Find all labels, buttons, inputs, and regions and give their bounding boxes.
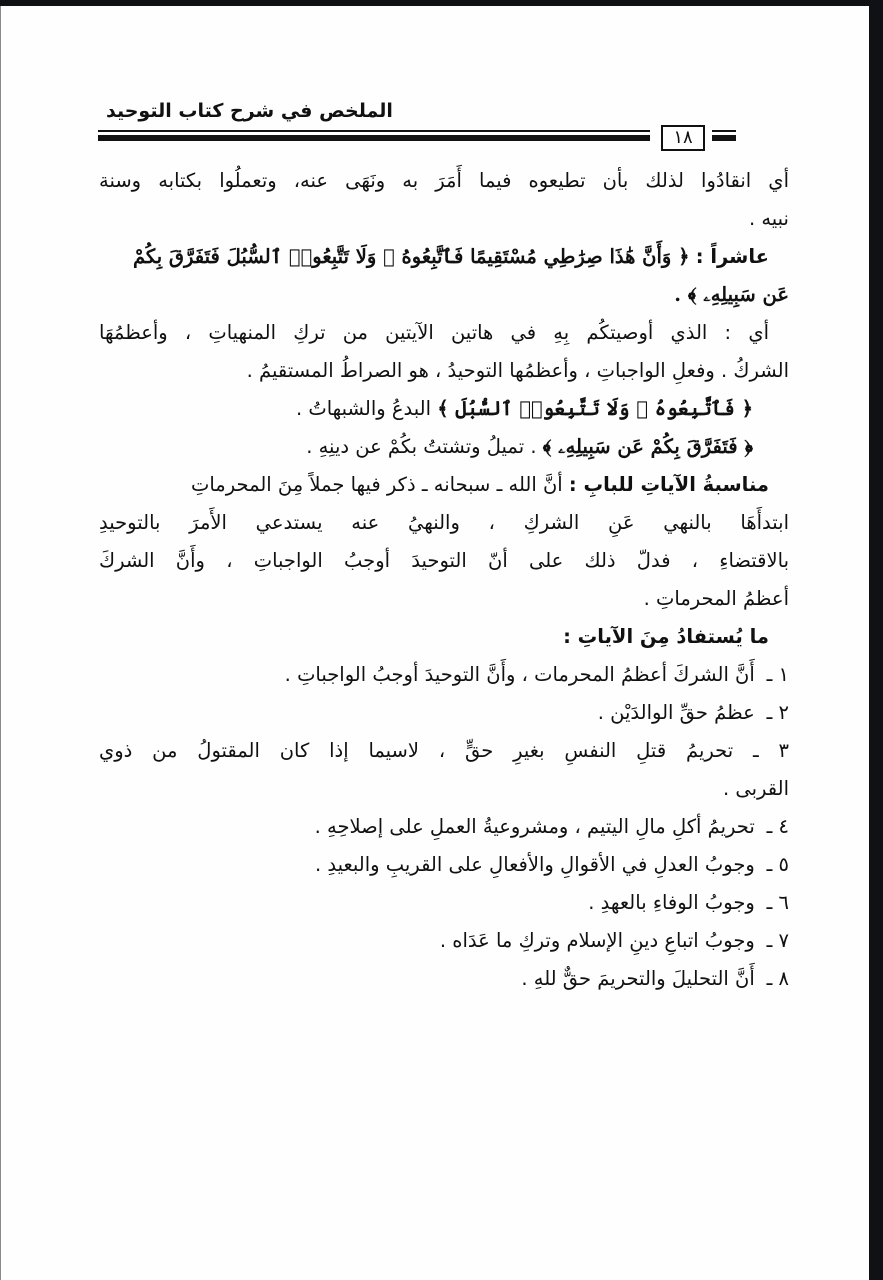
benefit-text: تحريمُ أكلِ مالِ اليتيم ، ومشروعيةُ العملِ على إصلاحِهِ . <box>314 815 755 838</box>
benefit-continuation: القربى . <box>722 777 789 800</box>
benefit-item <box>99 884 789 922</box>
book-page <box>0 6 869 1280</box>
quran-verse: ﴿ فَتَفَرَّقَ بِكُمْ عَن سَبِيلِهِۦ ﴾ <box>542 435 753 458</box>
page-number: ١٨ <box>661 125 705 151</box>
relevance-text: أنَّ الله ـ سبحانه ـ ذكر فيها جملاً مِنَ المحرماتِ <box>191 473 563 496</box>
page-body <box>99 162 789 998</box>
benefit-text: وجوبُ الوفاءِ بالعهدِ . <box>588 891 755 914</box>
gloss-text: البدعُ والشبهاتُ . <box>295 397 432 420</box>
relevance-line <box>99 466 789 504</box>
benefit-item <box>99 732 789 770</box>
quran-verse: ﴿ فَٱتَّبِعُوهُ ۖ وَلَا تَتَّبِعُوا۟ ٱلسُّبُلَ ﴾ <box>437 397 753 420</box>
benefit-number: ٨ ـ <box>766 967 789 990</box>
benefit-text: أَنَّ التحليلَ والتحريمَ حقٌّ للهِ . <box>521 967 755 990</box>
paragraph-line: أي انقادُوا لذلك بأن تطيعوه فيما أَمَرَ به ونَهَى عنه، وتعملُوا بكتابه وسنة <box>99 169 789 192</box>
benefit-number: ٦ ـ <box>766 891 789 914</box>
benefit-number: ٢ ـ <box>766 701 789 724</box>
benefits-heading: ما يُستفادُ مِنَ الآياتِ : <box>563 625 769 648</box>
header-rule-short-thin <box>712 130 736 132</box>
paragraph-line: بالاقتضاءِ ، فدلّ ذلك على أنّ التوحيدَ أوجبُ الواجباتِ ، وأَنَّ الشركَ <box>99 549 789 572</box>
paragraph-line: أي : الذي أوصيتكُم بِهِ في هاتين الآيتين من تركِ المنهياتِ ، وأعظمُهَا <box>99 321 769 344</box>
gloss-line <box>99 390 789 428</box>
gloss-text: . تميلُ وتشتتُ بكُمْ عن دينِهِ . <box>306 435 537 458</box>
benefit-item <box>99 846 789 884</box>
running-title: الملخص في شرح كتاب التوحيد <box>106 100 393 122</box>
benefit-item <box>99 960 789 998</box>
gloss-line <box>99 428 789 466</box>
paragraph-line: أعظمُ المحرماتِ . <box>643 587 789 610</box>
paragraph-line: الشركُ . وفعلِ الواجباتِ ، وأعظمُها التوحيدُ ، هو الصراطُ المستقيمُ . <box>246 359 789 382</box>
header-rule-thick <box>98 135 650 141</box>
benefit-text: وجوبُ اتباعِ دينِ الإسلام وتركِ ما عَدَاه . <box>439 929 755 952</box>
benefit-text: عظمُ حقِّ الوالدَيْن . <box>597 701 755 724</box>
paragraph-line: ابتدأَهَا بالنهي عَنِ الشركِ ، والنهيُ عنه يستدعي الأَمرَ بالتوحيدِ <box>99 511 789 534</box>
header-rule-thin <box>98 130 650 132</box>
benefit-item <box>99 922 789 960</box>
paragraph-line: نبيه . <box>748 207 789 230</box>
benefit-number: ١ ـ <box>766 663 789 686</box>
benefit-number: ٥ ـ <box>766 853 789 876</box>
benefit-text: تحريمُ قتلِ النفسِ بغيرِ حقٍّ ، لاسيما إذا كان المقتولُ من ذوي <box>99 739 734 762</box>
relevance-label: مناسبةُ الآياتِ للبابِ : <box>568 473 769 496</box>
benefit-number: ٤ ـ <box>766 815 789 838</box>
benefit-item <box>99 808 789 846</box>
tenth-label: عاشراً : <box>695 245 769 268</box>
benefit-item <box>99 656 789 694</box>
page-header <box>98 98 762 158</box>
quran-verse: ﴿ وَأَنَّ هَٰذَا صِرَٰطِي مُسْتَقِيمًا فَٱتَّبِعُوهُ ۖ وَلَا تَتَّبِعُوا۟ ٱلسُّبُلَ فَتَفَرَّقَ بِكُمْ <box>132 245 690 268</box>
tenth-verse-line <box>99 238 789 276</box>
benefit-number: ٧ ـ <box>766 929 789 952</box>
benefit-text: أَنَّ الشركَ أعظمُ المحرمات ، وأَنَّ التوحيدَ أوجبُ الواجباتِ . <box>284 663 755 686</box>
benefit-text: وجوبُ العدلِ في الأقوالِ والأفعالِ على القريبِ والبعيدِ . <box>314 853 755 876</box>
benefit-number: ٣ ـ <box>752 739 789 762</box>
header-rule-short-thick <box>712 135 736 141</box>
quran-verse: عَن سَبِيلِهِۦ ﴾ . <box>674 283 789 306</box>
benefit-item <box>99 694 789 732</box>
